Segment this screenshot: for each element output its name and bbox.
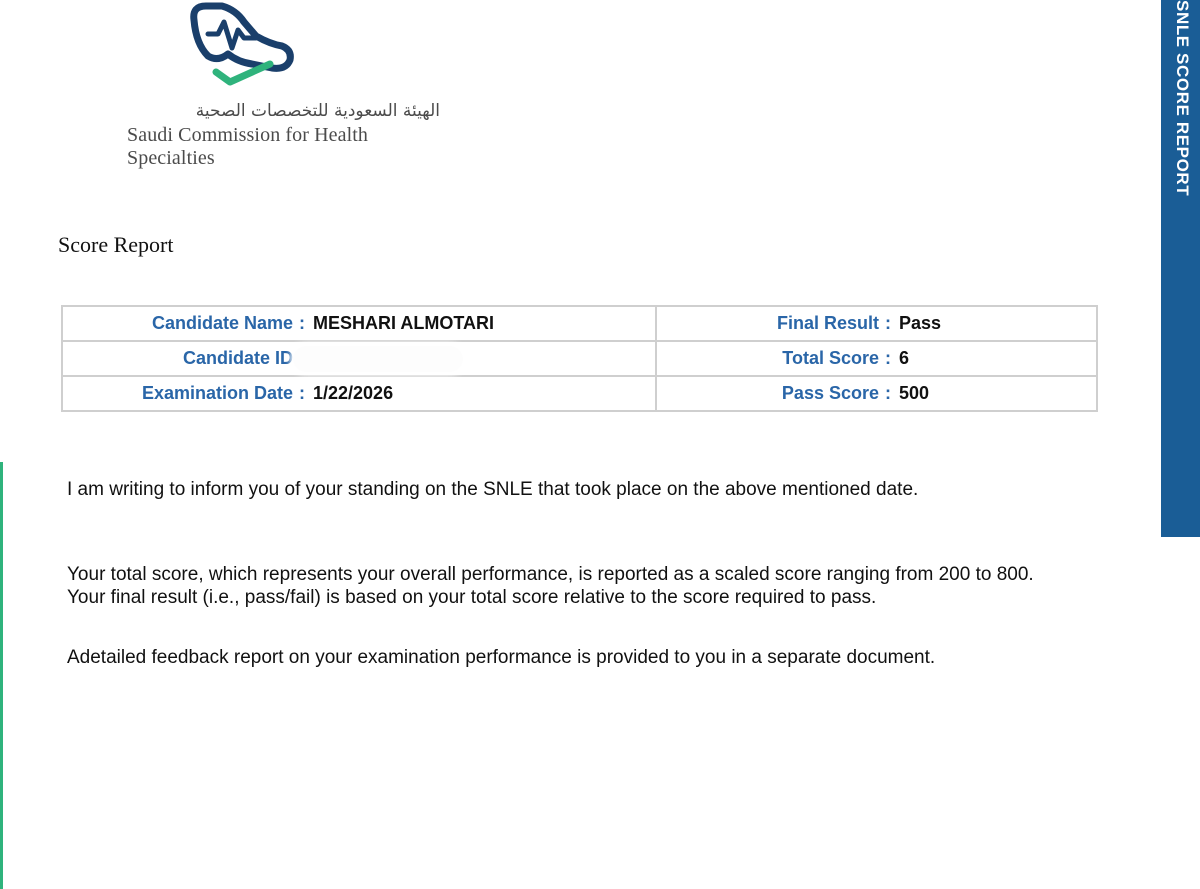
pass-score-value: 500 [899, 383, 930, 403]
score-explanation-paragraph: Your total score, which represents your overall performance, is reported as a scaled score ranging from 200 to 800. Your final result (i.e., pass/fail) is based on your total score relative to the score required to pass. [67, 564, 1034, 608]
label-colon: : [299, 313, 305, 333]
exam-date-cell [62, 376, 656, 411]
pass-score-label: Pass Score [781, 383, 879, 403]
table-row [62, 376, 1097, 411]
feedback-paragraph: Adetailed feedback report on your examination performance is provided to you in a separate document. [67, 647, 936, 668]
org-name-english: Saudi Commission for Health Specialties [127, 124, 369, 169]
candidate-id-cell [62, 341, 656, 376]
final-result-label: Final Result [776, 313, 879, 333]
candidate-id-label: Candidate ID [182, 348, 293, 368]
total-score-label: Total Score [782, 348, 879, 368]
label-colon: : [885, 348, 891, 368]
table-row [62, 306, 1097, 341]
label-colon: : [885, 383, 891, 403]
label-colon: : [299, 383, 305, 403]
intro-paragraph: I am writing to inform you of your standing on the SNLE that took place on the above mentioned date. [67, 479, 919, 500]
organization-logo [60, 0, 440, 169]
total-score-value: 6 [899, 348, 910, 368]
left-accent-line [0, 462, 3, 889]
side-banner-text: SNLE SCORE REPORT [1173, 0, 1192, 197]
candidate-name-value: MESHARI ALMOTARI [313, 313, 494, 333]
label-colon: : [885, 313, 891, 333]
org-name-arabic: الهيئة السعودية للتخصصات الصحية [195, 101, 440, 121]
exam-date-label: Examination Date [141, 383, 293, 403]
table-row [62, 341, 1097, 376]
final-result-cell [656, 306, 1097, 341]
scfhs-logo-icon [182, 0, 357, 100]
total-score-cell [656, 341, 1097, 376]
pass-score-cell [656, 376, 1097, 411]
redacted-candidate-id [293, 346, 463, 372]
page-title: Score Report [58, 232, 174, 257]
exam-date-value: 1/22/2026 [313, 383, 394, 403]
candidate-name-cell [62, 306, 656, 341]
final-result-value: Pass [899, 313, 942, 333]
candidate-info-table [61, 305, 1098, 412]
candidate-name-label: Candidate Name [151, 313, 293, 333]
